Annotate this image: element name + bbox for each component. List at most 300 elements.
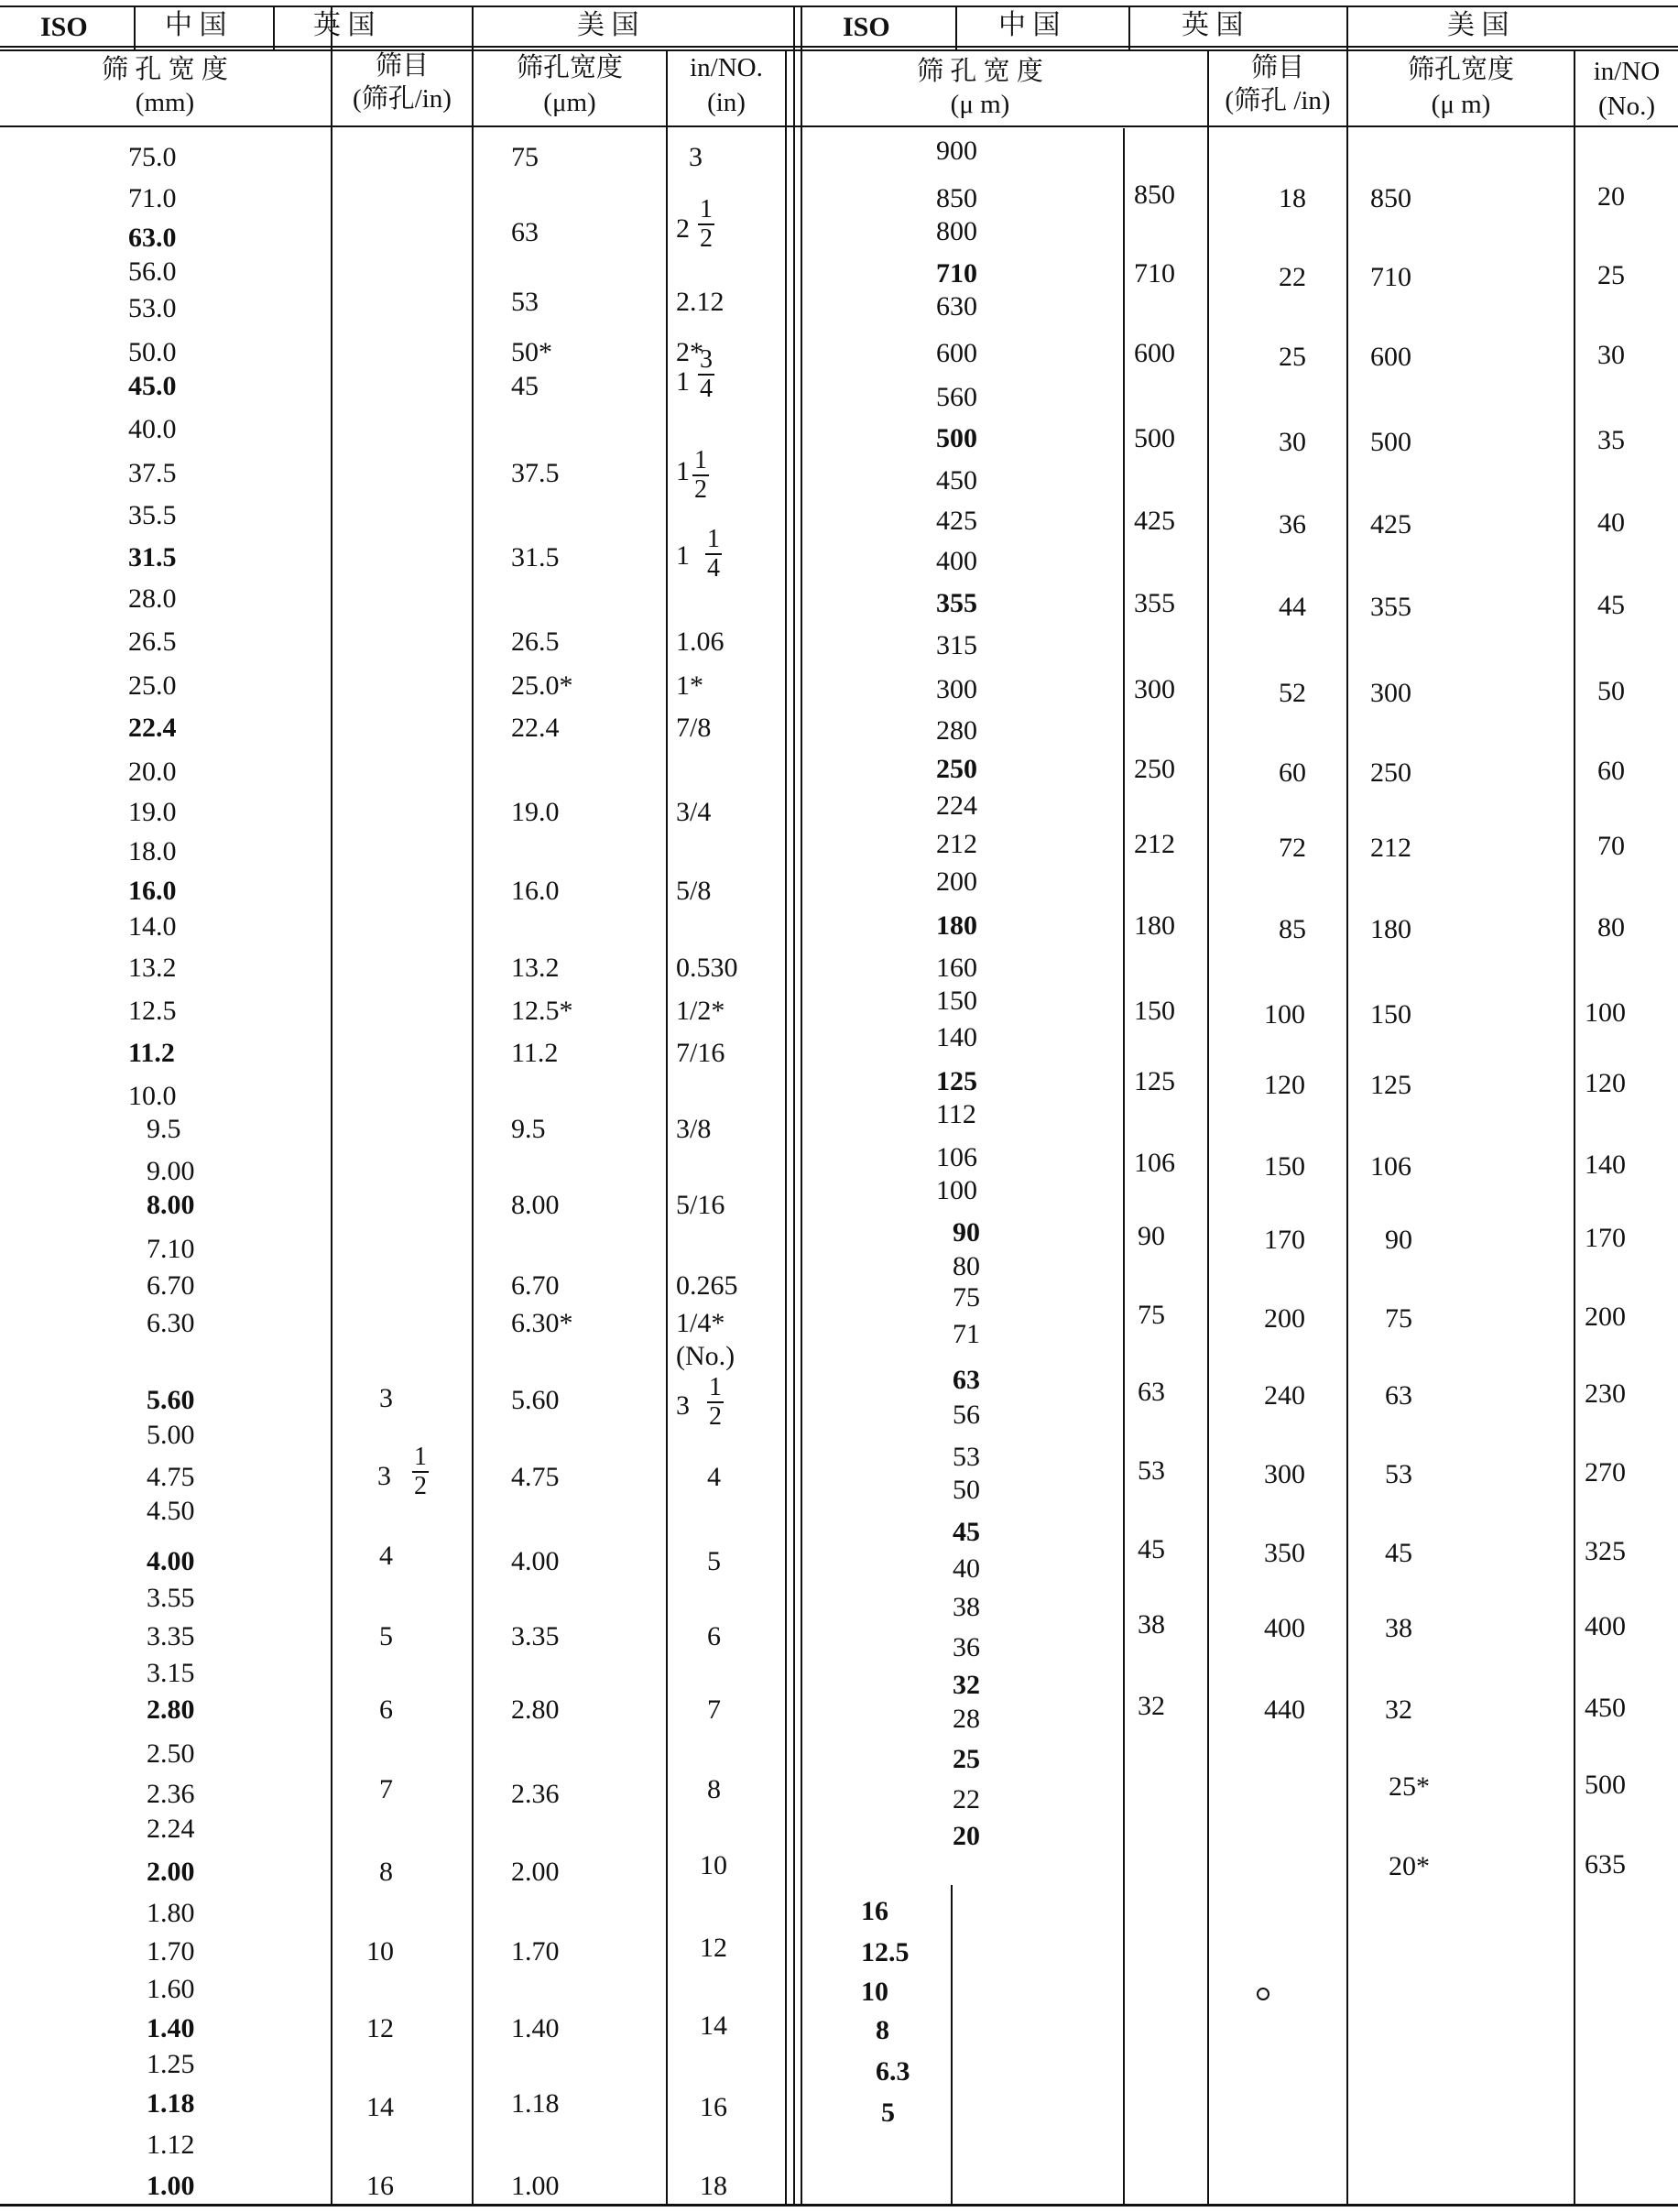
iso-value: 1.00 — [147, 2171, 195, 2201]
iso-value: 31.5 — [128, 542, 177, 572]
us-width-value: 26.5 — [511, 627, 560, 657]
us-in-value: 5/8 — [676, 876, 712, 906]
uk-mesh-value: 6 — [379, 1694, 393, 1725]
hdr-cn-left: 中 国 — [165, 10, 227, 40]
iso-value: 20 — [953, 1821, 980, 1851]
iso-value: 26.5 — [128, 627, 177, 657]
vline — [1123, 128, 1125, 2206]
hdr-us-left: 美 国 — [577, 10, 639, 40]
hdr-uk-label-left: 筛目 — [375, 51, 429, 81]
us-no-value: 25 — [1597, 260, 1625, 290]
us-no-value: 45 — [1597, 590, 1625, 620]
us-in-value: 2.12 — [676, 287, 725, 317]
cn-width-value: 75 — [1138, 1300, 1165, 1330]
us-no-value: 35 — [1597, 425, 1625, 455]
us-no-value: 50 — [1597, 676, 1625, 706]
iso-value: 850 — [936, 183, 977, 213]
iso-value: 710 — [936, 258, 977, 289]
fraction-whole: 2 — [676, 213, 690, 244]
us-in-value: 14 — [700, 2010, 727, 2041]
us-width-value: 20* — [1389, 1851, 1430, 1881]
us-width-value: 25.0* — [511, 670, 573, 701]
iso-value: 1.18 — [147, 2088, 195, 2119]
us-no-value: 170 — [1585, 1223, 1626, 1253]
iso-value: 19.0 — [128, 797, 177, 827]
iso-value: 20.0 — [128, 757, 177, 787]
us-width-value: 53 — [511, 287, 539, 317]
us-width-value: 425 — [1370, 509, 1411, 539]
us-width-value: 38 — [1385, 1613, 1412, 1643]
iso-value: 1.80 — [147, 1898, 195, 1928]
vline — [1346, 5, 1348, 2206]
us-width-value: 37.5 — [511, 458, 560, 488]
us-width-value: 2.00 — [511, 1857, 560, 1887]
fraction-whole: 1 — [676, 456, 690, 486]
us-in-value: 7/8 — [676, 713, 712, 743]
us-no-value: 100 — [1585, 997, 1626, 1028]
fraction-den: 2 — [694, 475, 707, 504]
iso-value: 6.70 — [147, 1270, 195, 1301]
iso-value: 71.0 — [128, 183, 177, 213]
fraction-den: 2 — [414, 1472, 427, 1500]
us-width-value: 19.0 — [511, 797, 560, 827]
iso-value: 4.75 — [147, 1462, 195, 1492]
iso-value: 25.0 — [128, 670, 177, 701]
us-width-value: 16.0 — [511, 876, 560, 906]
iso-extra-value: 10 — [861, 1977, 888, 2007]
us-width-value: 500 — [1370, 427, 1411, 457]
us-in-value: 16 — [700, 2092, 727, 2122]
us-width-value: 45 — [1385, 1538, 1412, 1568]
us-width-value: 8.00 — [511, 1190, 560, 1220]
uk-mesh-value: 4 — [379, 1541, 393, 1571]
hdr-us-w-label-left: 筛孔宽度 — [516, 53, 623, 82]
us-no-value: 30 — [1597, 340, 1625, 370]
iso-value: 4.00 — [147, 1546, 195, 1576]
iso-value: 45 — [953, 1517, 980, 1547]
iso-value: 25 — [953, 1744, 980, 1774]
fraction-num: 1 — [707, 525, 720, 553]
hdr-us-in-unit-left: (in) — [707, 88, 746, 117]
us-width-value: 250 — [1370, 757, 1411, 788]
uk-mesh-value: 170 — [1264, 1225, 1305, 1255]
us-in-value: 3/8 — [676, 1114, 712, 1144]
hdr-uk-left: 英 国 — [313, 10, 376, 40]
hdr-us-w-label-right: 筛孔宽度 — [1407, 55, 1514, 84]
us-in-value: 6 — [707, 1621, 721, 1651]
us-in-value: 7 — [707, 1694, 721, 1725]
uk-mesh-value: 5 — [379, 1621, 393, 1651]
uk-mesh-value: 120 — [1264, 1070, 1305, 1100]
us-no-value: 20 — [1597, 181, 1625, 212]
iso-value: 22 — [953, 1784, 980, 1814]
vline — [785, 49, 787, 2206]
us-in-value: 3/4 — [676, 797, 712, 827]
us-in-value: 1/2* — [676, 996, 725, 1026]
us-width-value: 150 — [1370, 999, 1411, 1030]
iso-value: 450 — [936, 465, 977, 496]
us-width-value: 9.5 — [511, 1114, 546, 1144]
uk-mesh-value: 240 — [1264, 1380, 1305, 1411]
us-no-value: 60 — [1597, 756, 1625, 786]
iso-value: 40.0 — [128, 414, 177, 444]
uk-mesh-value: 85 — [1279, 914, 1306, 944]
us-width-value: 3.35 — [511, 1621, 560, 1651]
us-width-value: 212 — [1370, 833, 1411, 863]
uk-mesh-value: 44 — [1279, 592, 1306, 622]
uk-mesh-value: 150 — [1264, 1151, 1305, 1182]
iso-value: 212 — [936, 829, 977, 859]
us-no-value: 70 — [1597, 831, 1625, 861]
hdr-iso-cn-unit-left: (mm) — [135, 88, 195, 117]
vline — [331, 5, 332, 2206]
iso-value: 90 — [953, 1217, 980, 1248]
us-in-value: 18 — [700, 2171, 727, 2201]
fraction-den: 4 — [700, 375, 713, 403]
hdr-uk-right: 英 国 — [1182, 10, 1244, 40]
vline — [1128, 5, 1130, 49]
iso-value: 1.60 — [147, 1974, 195, 2004]
iso-value: 280 — [936, 715, 977, 746]
fraction-whole: 1 — [676, 366, 690, 397]
iso-value: 560 — [936, 382, 977, 412]
iso-value: 2.24 — [147, 1814, 195, 1844]
iso-value: 9.00 — [147, 1156, 195, 1186]
cn-width-value: 500 — [1134, 423, 1175, 453]
iso-value: 53 — [953, 1442, 980, 1472]
iso-value: 5.00 — [147, 1420, 195, 1450]
cn-width-value: 32 — [1138, 1691, 1165, 1721]
us-width-value: 2.80 — [511, 1694, 560, 1725]
uk-mesh-value: 200 — [1264, 1303, 1305, 1334]
hdr-iso-right: ISO — [843, 12, 890, 42]
iso-value: 35.5 — [128, 500, 177, 530]
iso-value: 5.60 — [147, 1385, 195, 1415]
fraction-num: 1 — [700, 195, 713, 223]
vline-double-b — [801, 5, 802, 2206]
fraction-whole: 3 — [676, 1390, 690, 1421]
iso-value: 112 — [936, 1099, 976, 1129]
uk-mesh-value: 16 — [366, 2171, 394, 2201]
us-width-value: 75 — [511, 142, 539, 172]
fraction-num: 1 — [694, 446, 707, 474]
us-width-value: 6.30* — [511, 1308, 573, 1338]
us-width-value: 850 — [1370, 183, 1411, 213]
iso-value: 16.0 — [128, 876, 177, 906]
iso-value: 75.0 — [128, 142, 177, 172]
iso-value: 7.10 — [147, 1234, 195, 1264]
header-rule-1b — [0, 49, 1678, 51]
vline — [666, 49, 668, 2206]
iso-value: 9.5 — [147, 1114, 181, 1144]
us-in-value: 1/4* — [676, 1308, 725, 1338]
fraction-whole: 1 — [676, 540, 690, 571]
vline — [472, 5, 474, 2206]
hdr-iso-cn-unit-right: (μ m) — [950, 90, 1010, 119]
iso-value: 80 — [953, 1251, 980, 1281]
uk-mesh-value: 25 — [1279, 342, 1306, 372]
uk-mesh-value: 60 — [1279, 757, 1306, 788]
iso-value: 11.2 — [128, 1038, 175, 1068]
us-width-value: 31.5 — [511, 542, 560, 572]
iso-value: 22.4 — [128, 713, 177, 743]
iso-value: 56.0 — [128, 256, 177, 287]
iso-value: 180 — [936, 910, 977, 941]
vline — [1207, 49, 1209, 2206]
hdr-uk-unit-left: (筛孔/in) — [353, 84, 452, 114]
us-width-value: 53 — [1385, 1459, 1412, 1489]
us-in-value: 7/16 — [676, 1038, 725, 1068]
iso-value: 75 — [953, 1282, 980, 1313]
us-width-value: 6.70 — [511, 1270, 560, 1301]
iso-value: 63 — [953, 1365, 980, 1395]
cn-width-value: 63 — [1138, 1377, 1165, 1407]
iso-value: 1.12 — [147, 2130, 195, 2160]
cn-width-value: 850 — [1134, 180, 1175, 210]
iso-value: 28 — [953, 1704, 980, 1734]
cn-width-value: 106 — [1134, 1148, 1175, 1178]
hdr-us-w-unit-right: (μ m) — [1431, 90, 1491, 119]
iso-value: 13.2 — [128, 953, 177, 983]
us-no-value: 230 — [1585, 1378, 1626, 1409]
us-width-value: 22.4 — [511, 713, 560, 743]
us-in-value: 8 — [707, 1774, 721, 1804]
cn-width-value: 425 — [1134, 506, 1175, 536]
iso-value: 71 — [953, 1319, 980, 1349]
hdr-uk-unit-right: (筛孔 /in) — [1225, 86, 1331, 115]
us-in-value: 0.265 — [676, 1270, 738, 1301]
hdr-us-w-unit-left: (μm) — [543, 88, 596, 117]
us-in-value: (No.) — [676, 1341, 735, 1371]
iso-value: 224 — [936, 790, 977, 821]
hdr-us-no-label-right: in/NO — [1593, 57, 1661, 86]
iso-value: 10.0 — [128, 1081, 177, 1111]
iso-value: 1.40 — [147, 2013, 195, 2043]
us-in-value: 3 — [689, 142, 703, 172]
us-in-value: 4 — [707, 1462, 721, 1492]
fraction — [698, 346, 714, 403]
iso-value: 40 — [953, 1553, 980, 1584]
iso-value: 36 — [953, 1632, 980, 1662]
us-width-value: 50* — [511, 337, 552, 367]
iso-value: 150 — [936, 986, 977, 1016]
us-in-value: 5 — [707, 1546, 721, 1576]
us-width-value: 710 — [1370, 262, 1411, 292]
us-no-value: 40 — [1597, 507, 1625, 538]
fraction-num: 3 — [700, 345, 713, 374]
us-width-value: 90 — [1385, 1225, 1412, 1255]
hdr-us-no-unit-right: (No.) — [1597, 92, 1655, 121]
us-width-value: 4.75 — [511, 1462, 560, 1492]
iso-value: 250 — [936, 754, 977, 784]
fraction-num: 1 — [414, 1443, 427, 1471]
iso-value: 106 — [936, 1142, 977, 1172]
iso-value: 8.00 — [147, 1190, 195, 1220]
us-width-value: 12.5* — [511, 996, 573, 1026]
hdr-iso-cn-label-right: 筛 孔 宽 度 — [917, 57, 1043, 86]
us-width-value: 25* — [1389, 1771, 1430, 1802]
vline-double-a — [793, 5, 795, 2206]
iso-extra-value: 8 — [876, 2015, 889, 2045]
fraction-num: 1 — [709, 1373, 722, 1401]
us-no-value: 80 — [1597, 912, 1625, 943]
us-width-value: 1.40 — [511, 2013, 560, 2043]
iso-value: 140 — [936, 1022, 977, 1052]
iso-extra-value: 6.3 — [876, 2056, 910, 2087]
iso-value: 2.50 — [147, 1738, 195, 1769]
uk-mesh-value: 72 — [1279, 833, 1306, 863]
iso-value: 63.0 — [128, 223, 177, 253]
iso-value: 2.36 — [147, 1779, 195, 1809]
vline — [951, 1885, 953, 2206]
uk-mesh-value: 100 — [1264, 999, 1305, 1030]
cn-width-value: 355 — [1134, 588, 1175, 618]
us-in-value: 1.06 — [676, 627, 725, 657]
cn-width-value: 710 — [1134, 258, 1175, 289]
iso-value: 600 — [936, 338, 977, 368]
us-width-value: 180 — [1370, 914, 1411, 944]
us-width-value: 2.36 — [511, 1779, 560, 1809]
uk-mesh-value: 30 — [1279, 427, 1306, 457]
iso-value: 2.00 — [147, 1857, 195, 1887]
uk-mesh-value: 3 — [379, 1383, 393, 1413]
iso-value: 355 — [936, 588, 977, 618]
iso-value: 14.0 — [128, 911, 177, 942]
iso-value: 100 — [936, 1175, 977, 1205]
us-width-value: 355 — [1370, 592, 1411, 622]
iso-value: 45.0 — [128, 371, 177, 401]
fraction — [698, 196, 714, 253]
us-width-value: 75 — [1385, 1303, 1412, 1334]
fraction-den: 4 — [707, 554, 720, 583]
us-width-value: 13.2 — [511, 953, 560, 983]
iso-value: 315 — [936, 630, 977, 660]
iso-value: 160 — [936, 953, 977, 983]
iso-value: 38 — [953, 1592, 980, 1622]
iso-value: 425 — [936, 506, 977, 536]
iso-extra-value: 5 — [881, 2098, 895, 2128]
iso-value: 1.25 — [147, 2049, 195, 2079]
header-rule-2 — [0, 125, 1678, 127]
hdr-iso-cn-label-left: 筛 孔 宽 度 — [102, 55, 228, 84]
us-width-value: 5.60 — [511, 1385, 560, 1415]
us-in-value: 12 — [700, 1933, 727, 1963]
cn-width-value: 600 — [1134, 338, 1175, 368]
iso-value: 56 — [953, 1400, 980, 1430]
iso-value: 37.5 — [128, 458, 177, 488]
hdr-iso-left: ISO — [40, 12, 88, 42]
uk-mesh-value: 18 — [1279, 183, 1306, 213]
us-width-value: 32 — [1385, 1694, 1412, 1725]
us-width-value: 11.2 — [511, 1038, 559, 1068]
us-no-value: 450 — [1585, 1693, 1626, 1723]
header-rule-1 — [0, 46, 1678, 48]
hdr-us-right: 美 国 — [1447, 10, 1509, 40]
cn-width-value: 250 — [1134, 754, 1175, 784]
iso-value: 400 — [936, 546, 977, 576]
cn-width-value: 53 — [1138, 1455, 1165, 1486]
fraction — [705, 526, 722, 583]
cn-width-value: 38 — [1138, 1609, 1165, 1640]
uk-mesh-value: 14 — [366, 2092, 394, 2122]
us-width-value: 63 — [511, 217, 539, 247]
us-in-value: 10 — [700, 1850, 727, 1880]
fraction-whole: 3 — [377, 1461, 391, 1491]
cn-width-value: 180 — [1134, 910, 1175, 941]
bottom-rule — [0, 2204, 1678, 2207]
iso-extra-value: 12.5 — [861, 1937, 910, 1967]
iso-extra-value: 16 — [861, 1896, 888, 1926]
us-no-value: 140 — [1585, 1150, 1626, 1180]
uk-mesh-value: 300 — [1264, 1459, 1305, 1489]
uk-mesh-value: 7 — [379, 1774, 393, 1804]
us-width-value: 45 — [511, 371, 539, 401]
iso-value: 1.70 — [147, 1936, 195, 1967]
us-in-value: 5/16 — [676, 1190, 725, 1220]
iso-value: 53.0 — [128, 293, 177, 323]
us-in-value: 0.530 — [676, 953, 738, 983]
us-width-value: 600 — [1370, 342, 1411, 372]
iso-value: 32 — [953, 1670, 980, 1700]
uk-mesh-value: 52 — [1279, 678, 1306, 708]
us-no-value: 270 — [1585, 1457, 1626, 1487]
us-no-value: 200 — [1585, 1302, 1626, 1332]
us-no-value: 400 — [1585, 1611, 1626, 1641]
hdr-uk-label-right: 筛目 — [1250, 53, 1304, 82]
uk-mesh-value: 350 — [1264, 1538, 1305, 1568]
cn-width-value: 125 — [1134, 1066, 1175, 1096]
uk-mesh-value: 10 — [366, 1936, 394, 1967]
us-width-value: 4.00 — [511, 1546, 560, 1576]
fraction — [692, 447, 709, 504]
hdr-us-in-label-left: in/NO. — [690, 53, 763, 82]
fraction-den: 2 — [700, 224, 713, 253]
uk-mesh-value: 22 — [1279, 262, 1306, 292]
circle-mark-icon — [1257, 1988, 1269, 2000]
hdr-cn-right: 中 国 — [998, 10, 1061, 40]
iso-value: 4.50 — [147, 1496, 195, 1526]
uk-mesh-value: 400 — [1264, 1613, 1305, 1643]
us-no-value: 120 — [1585, 1068, 1626, 1098]
iso-value: 28.0 — [128, 583, 177, 614]
iso-value: 50.0 — [128, 337, 177, 367]
iso-value: 6.30 — [147, 1308, 195, 1338]
us-in-value: 1* — [676, 670, 703, 701]
us-no-value: 325 — [1585, 1536, 1626, 1566]
us-no-value: 500 — [1585, 1770, 1626, 1800]
us-width-value: 1.18 — [511, 2088, 560, 2119]
us-in-value: 2* — [676, 337, 703, 367]
iso-value: 630 — [936, 291, 977, 321]
vline — [134, 5, 136, 49]
us-no-value: 635 — [1585, 1849, 1626, 1880]
uk-mesh-value: 8 — [379, 1857, 393, 1887]
iso-value: 300 — [936, 674, 977, 704]
iso-value: 2.80 — [147, 1694, 195, 1725]
iso-value: 800 — [936, 216, 977, 246]
iso-value: 3.15 — [147, 1658, 195, 1688]
iso-value: 3.35 — [147, 1621, 195, 1651]
iso-value: 200 — [936, 866, 977, 897]
cn-width-value: 150 — [1134, 996, 1175, 1026]
iso-value: 900 — [936, 136, 977, 166]
us-width-value: 106 — [1370, 1151, 1411, 1182]
cn-width-value: 90 — [1138, 1221, 1165, 1251]
vline — [1574, 49, 1575, 2206]
iso-value: 50 — [953, 1475, 980, 1505]
uk-mesh-value: 440 — [1264, 1694, 1305, 1725]
us-width-value: 125 — [1370, 1070, 1411, 1100]
